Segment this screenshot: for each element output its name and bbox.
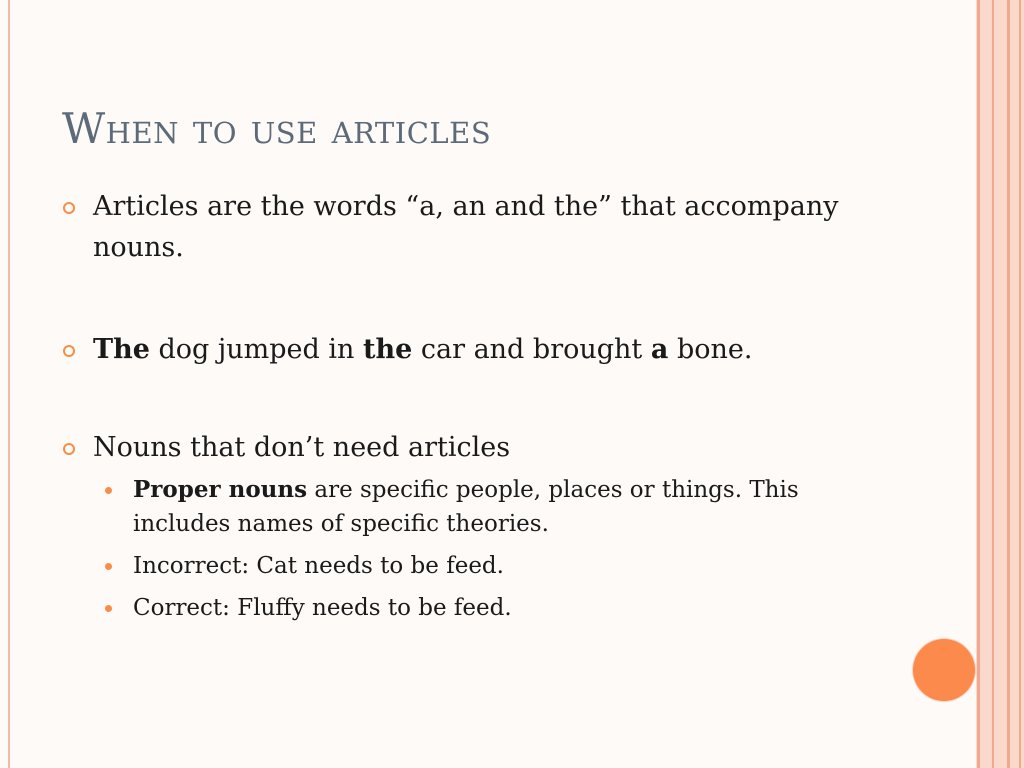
bullet-dot-icon xyxy=(105,487,112,494)
frame-right-line xyxy=(992,0,994,768)
bullet-item xyxy=(62,329,882,370)
bullet-item xyxy=(62,186,882,268)
bullet-text-segment: bone. xyxy=(668,334,753,365)
frame-left-line xyxy=(8,0,10,768)
sub-bullet-item xyxy=(92,473,882,541)
bullet-text-segment: car and brought xyxy=(412,334,651,365)
frame-right-line xyxy=(1007,0,1010,768)
bold-term: Proper nouns xyxy=(133,476,308,503)
bold-article-a: a xyxy=(650,334,669,365)
decorative-orange-circle xyxy=(913,639,975,701)
frame-right-line xyxy=(1019,0,1021,768)
sub-bullet-text: Incorrect: Cat needs to be feed. xyxy=(133,553,504,579)
frame-right-band xyxy=(976,0,1024,768)
bullet-dot-icon xyxy=(105,563,112,570)
sub-bullet-item xyxy=(92,549,882,583)
bullet-item xyxy=(62,427,882,468)
sub-bullet-text: Correct: Fluffy needs to be feed. xyxy=(133,595,512,621)
slide-title: When to use articles xyxy=(62,104,492,153)
frame-right-line xyxy=(977,0,980,768)
sub-bullet-item xyxy=(92,591,882,625)
slide-body xyxy=(62,186,882,625)
bullet-ring-icon xyxy=(63,202,75,214)
sub-bullet-text: are specific people, places or things. This includes names of specific theories. xyxy=(133,477,799,537)
bold-article-the: The xyxy=(93,334,150,365)
bold-article-the-lower: the xyxy=(363,334,413,365)
bullet-text: Articles are the words “a, an and the” that accompany nouns. xyxy=(93,191,839,263)
bullet-ring-icon xyxy=(63,443,75,455)
bullet-dot-icon xyxy=(105,605,112,612)
bullet-text-segment: dog jumped in xyxy=(149,334,363,365)
bullet-text: Nouns that don’t need articles xyxy=(93,432,511,463)
bullet-ring-icon xyxy=(63,345,75,357)
